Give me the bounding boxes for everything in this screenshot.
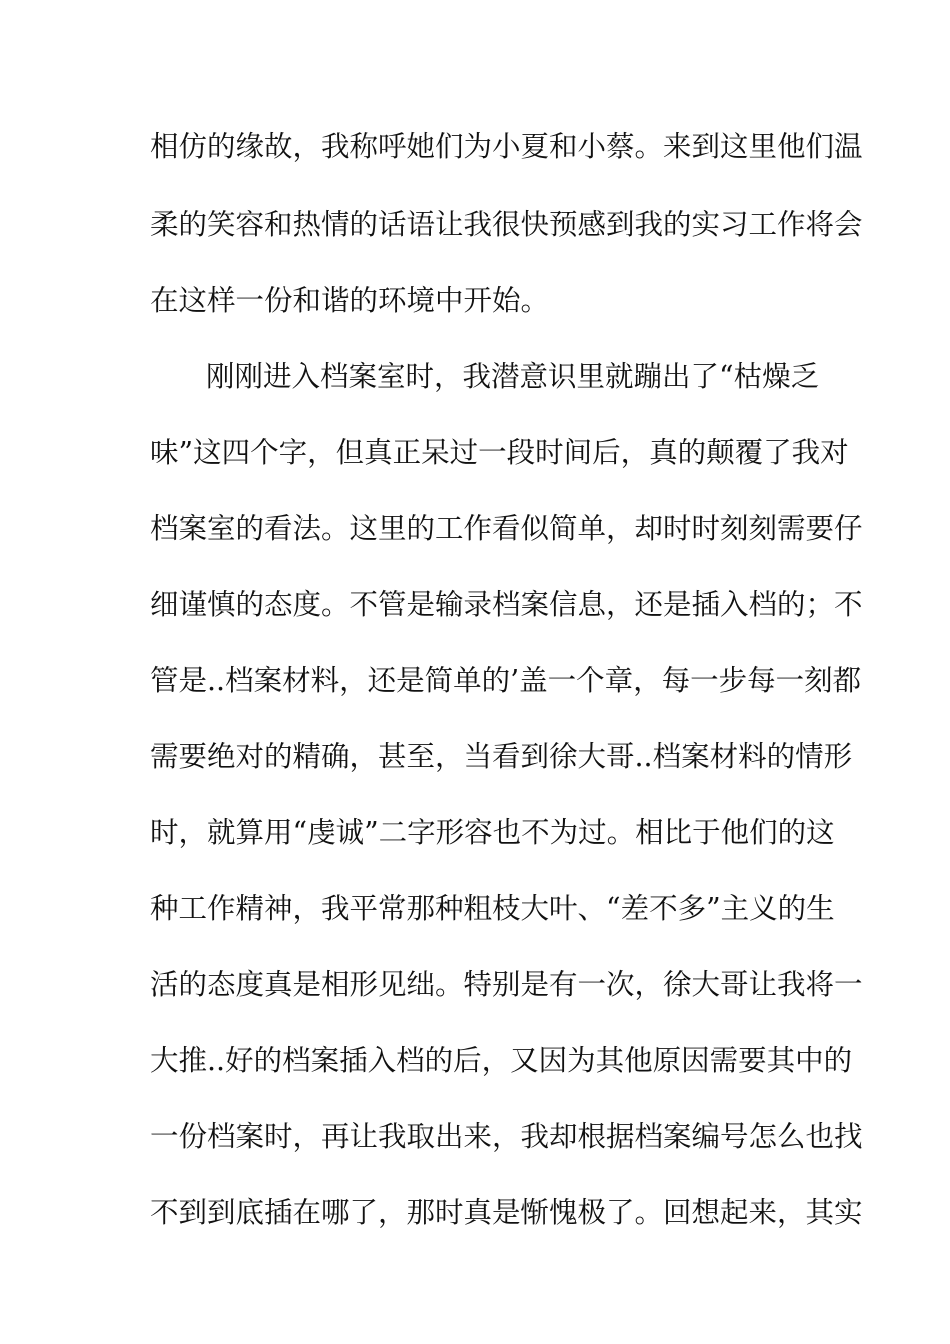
text-line: 在这样一份和谐的环境中开始。: [150, 284, 550, 317]
text-line: 活的态度真是相形见绌。特别是有一次，徐大哥让我将一: [150, 968, 863, 1001]
text-line: 味”这四个字，但真正呆过一段时间后，真的颠覆了我对: [150, 436, 849, 469]
text-line: 种工作精神，我平常那种粗枝大叶、“差不多”主义的生: [150, 892, 835, 925]
text-line: 一份档案时，再让我取出来，我却根据档案编号怎么也找: [150, 1120, 863, 1153]
text-line: 档案室的看法。这里的工作看似简单，却时时刻刻需要仔: [150, 512, 863, 545]
text-line: 时，就算用“虔诚”二字形容也不为过。相比于他们的这: [150, 816, 835, 849]
text-line: 大推..好的档案插入档的后，又因为其他原因需要其中的: [150, 1044, 853, 1077]
text-line: 不到到底插在哪了，那时真是惭愧极了。回想起来，其实: [150, 1196, 863, 1229]
text-line: 柔的笑容和热情的话语让我很快预感到我的实习工作将会: [150, 208, 863, 241]
text-line: 管是..档案材料，还是简单的’盖一个章，每一步每一刻都: [150, 664, 862, 697]
paragraph-first-line: 刚刚进入档案室时，我潜意识里就蹦出了“枯燥乏: [206, 360, 820, 393]
text-line: 细谨慎的态度。不管是输录档案信息，还是插入档的；不: [150, 588, 863, 621]
text-line: 相仿的缘故，我称呼她们为小夏和小蔡。来到这里他们温: [150, 130, 863, 163]
text-line: 需要绝对的精确，甚至，当看到徐大哥..档案材料的情形: [150, 740, 853, 773]
